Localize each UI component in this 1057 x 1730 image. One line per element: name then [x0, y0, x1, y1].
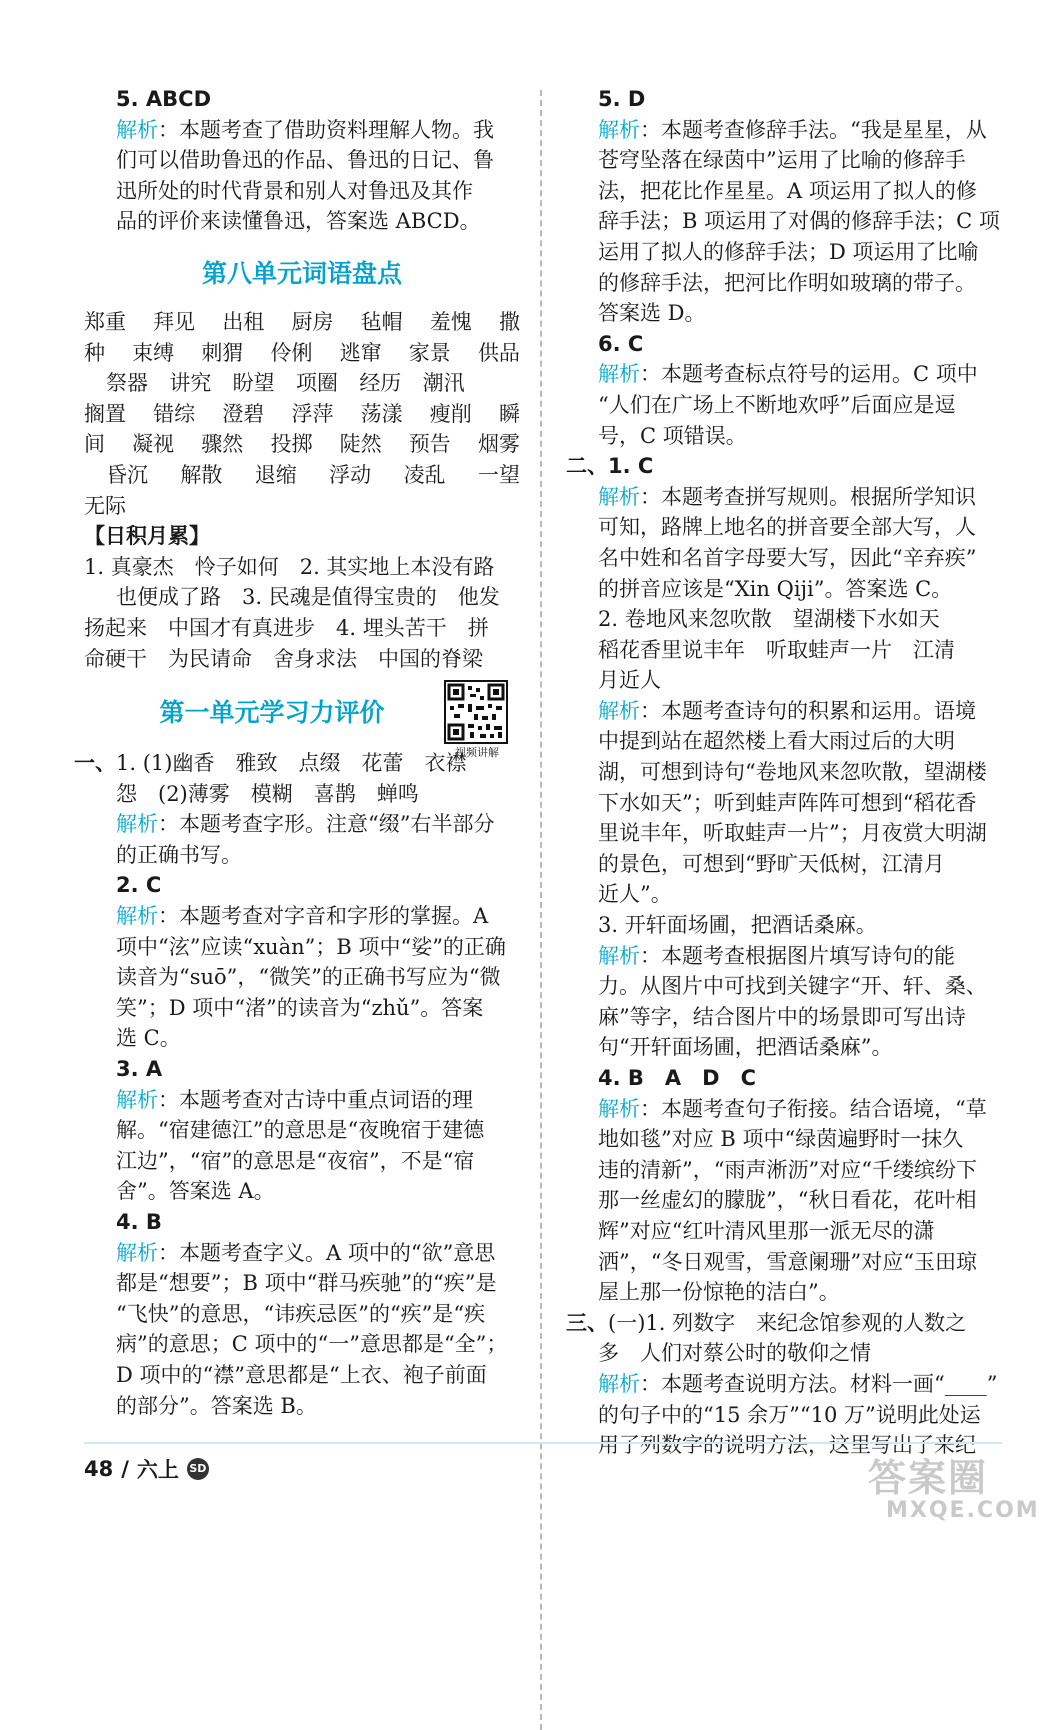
analysis-text: ：本题考查根据图片填写诗句的能	[640, 943, 955, 968]
right-q6	[598, 329, 1002, 451]
vocab-word: 搁置	[84, 401, 126, 426]
answer-text: 多 人们对蔡公时的敬仰之情	[598, 1341, 871, 1366]
analysis-text: 地如毯”对应 B 项中“绿茵遍野时一抹久	[598, 1127, 964, 1152]
accumulation-line: 命硬干 为民请命 舍身求法 中国的脊梁	[84, 646, 483, 671]
analysis-text: D 项中的“襟”意思都是“上衣、袍子前面	[116, 1362, 487, 1387]
vocab-word: 间	[84, 432, 105, 457]
vocab-word: 家景	[408, 340, 451, 365]
watermark-url: MXQE.COM	[886, 1498, 1040, 1523]
analysis-text: 违的清新”，“雨声淅沥”对应“千缕缤纷下	[598, 1157, 977, 1182]
vocab-word: 伶俐	[270, 340, 313, 365]
page-number: 48	[84, 1457, 114, 1481]
analysis-text: 的句子中的“15 余万”“10 万”说明此处运	[598, 1402, 981, 1427]
vocab-row	[84, 460, 520, 491]
analysis-text: 答案选 D。	[598, 301, 706, 326]
vocab-word: 讲究	[169, 371, 212, 396]
analysis-text: 屋上那一份惊艳的洁白”。	[598, 1280, 840, 1305]
section-1-q2	[84, 870, 520, 1054]
sd-badge-icon: SD	[187, 1458, 209, 1480]
vocab-row	[84, 491, 520, 522]
vocab-word: 退缩	[254, 462, 297, 487]
vocab-word: 昏沉	[106, 462, 148, 487]
analysis-text: 读音为“suō”，“微笑”的正确书写应为“微	[116, 965, 501, 990]
answer-5: 5. ABCD	[116, 87, 212, 111]
vocab-word: 错综	[153, 401, 196, 426]
analysis-text: 都是“想要”；B 项中“群马疾驰”的“疾”是	[116, 1271, 497, 1296]
unit1-heading: 第一单元学习力评价	[159, 698, 385, 728]
vocab-word: 项圈	[295, 371, 338, 396]
vocab-row	[84, 368, 520, 399]
site-watermark	[868, 1456, 1040, 1526]
section-number: 一、	[74, 751, 116, 776]
unit8-heading: 第八单元词语盘点	[201, 258, 402, 288]
qr-code-icon[interactable]	[444, 680, 508, 744]
analysis-text: 运用了拟人的修辞手法；D 项运用了比喻	[598, 239, 979, 264]
analysis-text: “飞快”的意思，“讳疾忌医”的“疾”是“疾	[116, 1301, 486, 1326]
column-divider	[540, 90, 542, 1730]
footer-separator: /	[121, 1457, 129, 1481]
vocab-word: 出租	[222, 309, 265, 334]
qr-caption: 视频讲解	[455, 746, 499, 759]
answer-text: 6. C	[598, 331, 644, 356]
analysis-label: 解析	[598, 117, 640, 142]
analysis-text: ：本题考查标点符号的运用。C 项中	[640, 362, 978, 387]
analysis-text: 笑”；D 项中“渚”的读音为“zhǔ”。答案	[116, 995, 484, 1020]
analysis-text: 辞手法；B 项运用了对偶的修辞手法；C 项	[598, 209, 1000, 234]
section-1-q1	[74, 748, 520, 870]
vocab-word: 瞬	[498, 401, 520, 426]
analysis-text: 号，C 项错误。	[598, 423, 747, 448]
vocab-word: 种	[84, 340, 105, 365]
analysis-text: 舍”。答案选 A。	[116, 1179, 275, 1204]
section-2-q2	[598, 604, 1002, 910]
video-qr-block[interactable]	[444, 680, 510, 760]
analysis-text: 里说丰年，听取蛙声一片”；月夜赏大明湖	[598, 821, 987, 846]
answer-text: 2. 卷地风来忽吹散 望湖楼下水如天	[598, 607, 940, 632]
vocab-word: 凌乱	[403, 462, 446, 487]
analysis-text: 的拼音应该是“Xin Qiji”。答案选 C。	[598, 576, 953, 601]
vocab-word: 荡漾	[360, 401, 403, 426]
analysis-text: 洒”，“冬日观雪，雪意阑珊”对应“玉田琼	[598, 1249, 977, 1274]
analysis-text: 的部分”。答案选 B。	[116, 1393, 317, 1418]
answer-text: 3. A	[116, 1057, 163, 1082]
analysis-text: 下水如天”；听到蛙声阵阵可想到“稻花香	[598, 790, 977, 815]
analysis-text: 麻”等字，结合图片中的场景即可写出诗	[598, 1004, 966, 1029]
analysis-label: 解析	[598, 362, 640, 387]
analysis-text: 用了列数字的说明方法，这里写出了来纪	[598, 1433, 976, 1458]
answer-text: 稻花香里说丰年 听取蛙声一片 江清	[598, 637, 955, 662]
vocab-word: 骤然	[201, 432, 244, 457]
analysis-text: 项中“泫”应读“xuàn”；B 项中“娑”的正确	[116, 934, 506, 959]
accumulation-title: 【日积月累】	[84, 524, 210, 549]
section-1-q3	[84, 1054, 520, 1207]
vocab-word: 解散	[180, 462, 223, 487]
answer-text: 2. C	[116, 873, 162, 898]
vocab-word: 刺猬	[201, 340, 244, 365]
left-q5	[84, 84, 520, 237]
vocab-word: 一望	[477, 462, 520, 487]
accumulation-line: 1. 真豪杰 怜子如何 2. 其实地上本没有路	[84, 554, 495, 579]
answer-text: 3. 开轩面场圃，把酒话桑麻。	[598, 913, 877, 938]
vocab-word: 潮汛	[422, 371, 465, 396]
analysis-label: 解析	[116, 1087, 158, 1112]
watermark-title: 答案圈	[868, 1456, 989, 1500]
answer-text: 4. B	[116, 1210, 162, 1234]
analysis-label: 解析	[598, 943, 640, 968]
vocab-word: 供品	[477, 340, 520, 365]
answer-text: 5. D	[598, 87, 646, 111]
vocab-word: 陡然	[339, 432, 382, 457]
analysis-text: 解。“宿建德江”的意思是“夜晚宿于建德	[116, 1118, 485, 1143]
vocab-row	[84, 429, 520, 460]
analysis-text: ：本题考查说明方法。材料一画“____”	[640, 1371, 998, 1396]
vocab-word: 无际	[84, 493, 126, 518]
analysis-text: 病”的意思；C 项中的“一”意思都是“全”；	[116, 1332, 508, 1357]
analysis-text: 的正确书写。	[116, 842, 242, 867]
section-2-q4	[598, 1063, 1002, 1308]
vocab-word: 拜见	[153, 309, 196, 334]
vocab-row	[84, 399, 520, 430]
analysis-text: 选 C。	[116, 1026, 181, 1051]
accumulation-answers	[84, 552, 520, 674]
vocab-word: 祭器	[106, 371, 148, 396]
analysis-text: ：本题考查了借助资料理解人物。我	[158, 117, 494, 142]
analysis-text: 可知，路牌上地名的拼音要全部大写，人	[598, 515, 976, 540]
analysis-text: ：本题考查对古诗中重点词语的理	[158, 1087, 473, 1112]
analysis-text: 迅所处的时代背景和别人对鲁迅及其作	[116, 178, 473, 203]
analysis-text: 的景色，可想到“野旷天低树，江清月	[598, 851, 945, 876]
vocab-word: 烟雾	[477, 432, 520, 457]
accumulation-line: 扬起来 中国才有真进步 4. 埋头苦干 拼	[84, 615, 489, 640]
analysis-text: 的修辞手法，把河比作明如玻璃的带子。	[598, 270, 976, 295]
vocab-word: 厨房	[291, 309, 334, 334]
vocab-word: 浮萍	[291, 401, 334, 426]
analysis-text: 力。从图片中可找到关键字“开、轩、桑、	[598, 974, 987, 999]
analysis-text: 那一丝虚幻的朦胧”，“秋日看花，花叶相	[598, 1188, 977, 1213]
answer-text: 怨 (2)薄雾 模糊 喜鹊 蝉鸣	[116, 781, 419, 806]
analysis-text: ：本题考查修辞手法。“我是星星，从	[640, 117, 987, 142]
answer-text: (一)1. 列数字 来纪念馆参观的人数之	[608, 1310, 967, 1335]
answer-text: 1. C	[608, 454, 654, 479]
analysis-text: 苍穹坠落在绿茵中”运用了比喻的修辞手	[598, 148, 966, 173]
section-2-q1	[566, 451, 1002, 604]
section-1-q4	[84, 1207, 520, 1421]
analysis-text: ：本题考查句子衔接。结合语境，“草	[640, 1096, 987, 1121]
answer-text: 月近人	[598, 668, 661, 693]
vocab-word: 撒	[498, 309, 520, 334]
section-3-q1	[566, 1308, 1002, 1461]
vocab-word: 盼望	[232, 371, 275, 396]
vocab-word: 预告	[408, 432, 451, 457]
analysis-label: 解析	[598, 484, 640, 509]
grade-label: 六上	[136, 1458, 179, 1482]
analysis-label: 解析	[116, 117, 158, 142]
vocab-word: 束缚	[132, 340, 175, 365]
analysis-label: 解析	[116, 812, 158, 837]
answer-text: 4. B A D C	[598, 1066, 757, 1090]
section-2-q3	[598, 910, 1002, 1063]
vocab-word: 羞愧	[429, 309, 472, 334]
vocab-word: 凝视	[132, 432, 175, 457]
analysis-text: 江边”，“宿”的意思是“夜宿”，不是“宿	[116, 1148, 475, 1173]
analysis-label: 解析	[116, 904, 158, 929]
footer-rule	[84, 1442, 1002, 1444]
analysis-text: ：本题考查字形。注意“缀”右半部分	[158, 812, 495, 837]
analysis-text: ：本题考查拼写规则。根据所学知识	[640, 484, 976, 509]
vocab-list	[84, 307, 520, 521]
analysis-text: 中提到站在超然楼上看大雨过后的大明	[598, 729, 955, 754]
analysis-text: “人们在广场上不断地欢呼”后面应是逗	[598, 392, 956, 417]
vocab-row	[84, 338, 520, 369]
analysis-text: 们可以借助鲁迅的作品、鲁迅的日记、鲁	[116, 148, 494, 173]
right-column	[566, 84, 1002, 1461]
analysis-text: ：本题考查字义。A 项中的“欲”意思	[158, 1240, 496, 1265]
vocab-word: 逃窜	[339, 340, 382, 365]
analysis-text: 近人”。	[598, 882, 672, 907]
analysis-text: 法，把花比作星星。A 项运用了拟人的修	[598, 178, 977, 203]
page-footer	[84, 1454, 209, 1484]
vocab-row	[84, 307, 520, 338]
accumulation-line: 也便成了路 3. 民魂是值得宝贵的 他发	[116, 585, 500, 610]
analysis-label: 解析	[598, 1096, 640, 1121]
analysis-label: 解析	[116, 1240, 158, 1265]
analysis-text: 品的评价来读懂鲁迅，答案选 ABCD。	[116, 209, 481, 234]
analysis-label: 解析	[598, 698, 640, 723]
analysis-text: ：本题考查对字音和字形的掌握。A	[158, 904, 489, 929]
vocab-word: 投掷	[270, 432, 313, 457]
section-number: 二、	[566, 454, 608, 479]
analysis-text: ：本题考查诗句的积累和运用。语境	[640, 698, 976, 723]
analysis-text: 湖，可想到诗句“卷地风来忽吹散，望湖楼	[598, 760, 987, 785]
analysis-text: 辉”对应“红叶清风里那一派无尽的潇	[598, 1218, 935, 1243]
vocab-word: 浮动	[329, 462, 372, 487]
vocab-word: 瘦削	[429, 401, 472, 426]
vocab-word: 经历	[359, 371, 402, 396]
section-number: 三、	[566, 1310, 608, 1335]
vocab-word: 毡帽	[360, 309, 403, 334]
right-q5	[598, 84, 1002, 329]
analysis-label: 解析	[598, 1371, 640, 1396]
analysis-text: 句“开轩面场圃，把酒话桑麻”。	[598, 1035, 893, 1060]
answer-text: 1. (1)幽香 雅致 点缀 花蕾 衣襟	[116, 751, 467, 776]
analysis-text: 名中姓和名首字母要大写，因此“辛弃疾”	[598, 545, 977, 570]
vocab-word: 澄碧	[222, 401, 265, 426]
vocab-word: 郑重	[84, 309, 126, 334]
